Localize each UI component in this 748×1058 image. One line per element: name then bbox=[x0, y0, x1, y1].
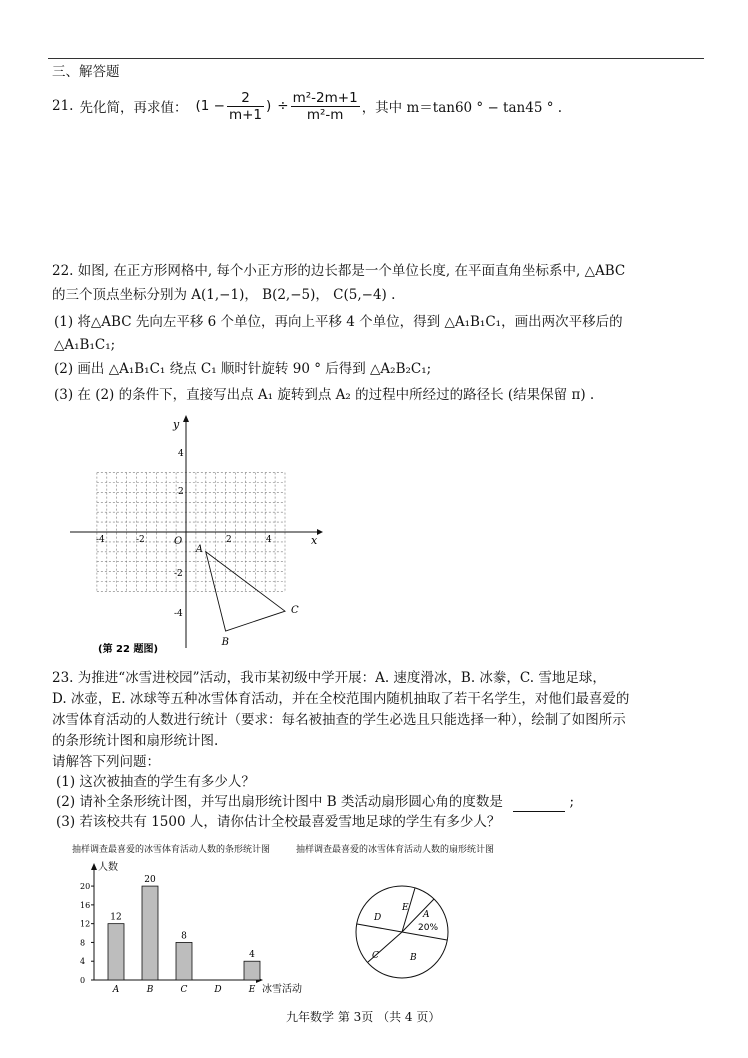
question-21 bbox=[52, 86, 562, 126]
q21-frac1-numerator: 2 bbox=[227, 90, 264, 107]
bar-y-tick-label: 0 bbox=[80, 976, 86, 985]
bar-y-tick-label: 20 bbox=[80, 882, 91, 892]
pie-slice-a-percent: 20% bbox=[418, 923, 439, 933]
page-footer: 九年数学 第 3页 （共 4 页） bbox=[286, 1010, 441, 1024]
q22-part-3: (3) 在 (2) 的条件下，直接写出点 A₁ 旋转到点 A₂ 的过程中所经过的路径长 (结果保留 π) . bbox=[54, 387, 595, 403]
pie-chart-title: 抽样调查最喜爱的冰雪体育活动人数的扇形统计图 bbox=[296, 845, 495, 855]
x-tick-label: -4 bbox=[96, 535, 105, 545]
q23-line-5: 请解答下列问题： bbox=[52, 754, 160, 770]
bar-category-label: E bbox=[248, 985, 256, 995]
y-axis-arrow-icon bbox=[183, 415, 189, 422]
header-rule bbox=[48, 58, 704, 59]
q23-line-2: D. 冰壶，E. 冰球等五种冰雪体育活动，并在全校范围内随机抽取了若干名学生，对他们最喜爱的 bbox=[52, 691, 630, 707]
q22-line-1: 22. 如图, 在正方形网格中, 每个小正方形的边长都是一个单位长度, 在平面直角坐标系中, △ABC bbox=[52, 263, 626, 279]
bar-category-label: D bbox=[214, 985, 222, 995]
x-tick-label: -2 bbox=[136, 535, 145, 545]
q23-sub-2 bbox=[56, 792, 574, 812]
point-c-label: C bbox=[291, 605, 299, 617]
q21-frac2-numerator: m²-2m+1 bbox=[292, 89, 358, 106]
bar-x-axis-label: 冰雪活动 bbox=[262, 984, 302, 995]
y-tick-label: 2 bbox=[178, 487, 184, 497]
q21-fraction-1 bbox=[227, 90, 264, 123]
q23-sub-3: (3) 若该校共有 1500 人，请你估计全校最喜爱雪地足球的学生有多少人？ bbox=[56, 814, 501, 830]
section-title: 三、解答题 bbox=[52, 64, 120, 80]
q23-line-4: 的条形统计图和扇形统计图. bbox=[52, 733, 219, 749]
bar-y-axis-arrow-icon bbox=[91, 863, 97, 870]
bar-y-ticks bbox=[80, 882, 94, 985]
bar-category-label: C bbox=[180, 985, 188, 995]
q21-paren-close: ) bbox=[266, 98, 272, 114]
pie-slice-label-d: D bbox=[374, 913, 382, 923]
bar-e bbox=[244, 961, 260, 980]
bar-a bbox=[108, 924, 124, 980]
q21-divide-sign: ÷ bbox=[277, 98, 289, 114]
y-tick-label: -2 bbox=[174, 569, 183, 579]
bar-value-label: 20 bbox=[144, 875, 156, 886]
bar-value-label: 12 bbox=[110, 912, 122, 923]
q21-condition: ，其中 m＝tan60 ° − tan45 ° . bbox=[361, 100, 563, 116]
bar-chart bbox=[58, 856, 318, 1002]
bar-chart-title: 抽样调查最喜爱的冰雪体育活动人数的条形统计图 bbox=[72, 845, 271, 855]
pie-slice-label-a: A bbox=[423, 910, 430, 920]
q23-line-1: 23. 为推进“冰雪进校园”活动，我市某初级中学开展：A. 速度滑冰，B. 冰豢，C. 雪地足球， bbox=[52, 670, 606, 686]
q22-part-1a: (1) 将△ABC 先向左平移 6 个单位，再向上平移 4 个单位，得到 △A₁B₁C₁，画出两次平移后的 bbox=[54, 314, 623, 330]
q22-line-2: 的三个顶点坐标分别为 A(1,−1)， B(2,−5)， C(5,−4) . bbox=[52, 287, 396, 303]
pie-slice-label-c: C bbox=[372, 951, 379, 961]
answer-blank bbox=[513, 797, 565, 812]
q22-part-2: (2) 画出 △A₁B₁C₁ 绕点 C₁ 顺时针旋转 90 ° 后得到 △A₂B₂C₁; bbox=[54, 361, 432, 377]
q23-line-3: 冰雪体育活动的人数进行统计（要求：每名被抽查的学生必选且只能选择一种），绘制了如图所示 bbox=[52, 712, 626, 728]
q22-coordinate-figure bbox=[60, 410, 330, 660]
pie-slice-label-b: B bbox=[410, 953, 417, 963]
bar-category-label: B bbox=[146, 985, 154, 995]
bar-b bbox=[142, 886, 158, 980]
bar-value-label: 4 bbox=[249, 950, 255, 961]
y-axis-label: y bbox=[173, 418, 180, 431]
q21-paren-open: (1 − bbox=[195, 98, 225, 114]
q22-part-1b: △A₁B₁C₁; bbox=[54, 337, 116, 353]
bar-y-tick-label: 4 bbox=[80, 957, 86, 967]
point-b-label: B bbox=[221, 637, 229, 648]
q23-sub-1: (1) 这次被抽查的学生有多少人？ bbox=[56, 774, 255, 790]
x-axis-label: x bbox=[311, 534, 318, 547]
q21-number: 21. bbox=[52, 98, 74, 114]
bar-category-label: A bbox=[112, 985, 120, 995]
q23-sub-2-text: (2) 请补全条形统计图，并写出扇形统计图中 B 类活动扇形圆心角的度数是 bbox=[56, 794, 503, 810]
y-tick-label: -4 bbox=[174, 609, 183, 619]
x-axis-arrow-icon bbox=[317, 529, 323, 535]
bar-y-tick-label: 12 bbox=[80, 919, 91, 929]
x-tick-label: 2 bbox=[226, 535, 232, 545]
q23-sub-2-end: ; bbox=[569, 794, 575, 810]
bar-value-label: 8 bbox=[181, 931, 187, 942]
bar-c bbox=[176, 942, 192, 980]
pie-chart bbox=[350, 880, 460, 990]
bar-y-tick-label: 8 bbox=[80, 938, 86, 948]
pie-slice-label-e: E bbox=[402, 903, 409, 913]
q21-frac1-denominator: m+1 bbox=[228, 106, 263, 123]
figure-caption: (第 22 题图) bbox=[98, 644, 159, 655]
bar-series bbox=[108, 875, 260, 995]
q21-frac2-denominator: m²-m bbox=[306, 106, 344, 123]
y-tick-label: 4 bbox=[178, 449, 184, 459]
point-a-label: A bbox=[195, 543, 204, 555]
q21-fraction-2 bbox=[291, 90, 360, 123]
bar-y-axis-label: 人数 bbox=[98, 862, 118, 873]
bar-y-tick-label: 16 bbox=[80, 900, 91, 910]
q21-lead: 先化简，再求值： bbox=[79, 100, 188, 116]
x-tick-label: 4 bbox=[266, 535, 272, 545]
origin-label: O bbox=[174, 536, 183, 547]
